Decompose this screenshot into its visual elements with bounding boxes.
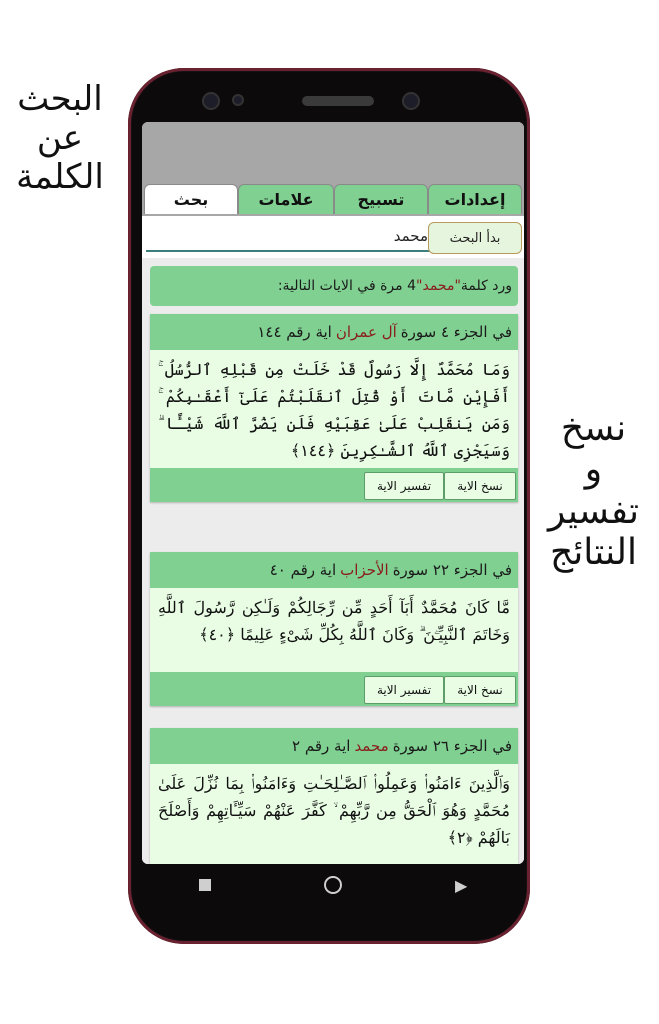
- result-header: [150, 552, 518, 588]
- copy-ayah-button[interactable]: نسخ الاية: [444, 676, 516, 704]
- result-card: [150, 552, 518, 706]
- verse-text: وَٱلَّذِينَ ءَامَنُوا۟ وَعَمِلُوا۟ ٱلصَّـٰلِحَـٰتِ وَءَامَنُوا۟ بِمَا نُزِّلَ عَلَىٰ مُحَمَّدٍ وَهُوَ ٱلْحَقُّ مِن رَّبِّهِمْ ۙ كَفَّرَ عَنْهُمْ سَيِّـَٔاتِهِمْ وَأَصْلَحَ بَالَهُمْ ﴿٢﴾: [150, 764, 518, 864]
- summary-word: "محمد": [416, 278, 461, 294]
- result-ayah-number: اية رقم ١٤٤: [257, 323, 332, 341]
- earpiece-speaker: [302, 96, 374, 106]
- result-actions: [150, 468, 518, 502]
- results-summary: [150, 266, 518, 306]
- result-sura: محمد: [354, 737, 389, 755]
- sensor-icon: [232, 94, 244, 106]
- tab-tasbih[interactable]: تسبيح: [334, 184, 428, 214]
- verse-text: وَمَا مُحَمَّدٌ إِلَّا رَسُولٌ قَدْ خَلَتْ مِن قَبْلِهِ ٱلرُّسُلُ ۚ أَفَإِيْن مَّاتَ أَوْ قُتِلَ ٱنقَلَبْتُمْ عَلَىٰٓ أَعْقَـٰبِكُمْ ۚ وَمَن يَنقَلِبْ عَلَىٰ عَقِبَيْهِ فَلَن يَضُرَّ ٱللَّهَ شَيْـًٔا ۗ وَسَيَجْزِى ٱللَّهُ ٱلشَّـٰكِرِينَ ﴿١٤٤﴾: [150, 350, 518, 468]
- result-card: [150, 728, 518, 864]
- back-icon[interactable]: ▶: [455, 875, 468, 895]
- summary-prefix: ورد كلمة: [460, 278, 512, 294]
- result-ayah-number: اية رقم ٤٠: [269, 561, 337, 579]
- start-search-button[interactable]: بدأ البحث: [428, 222, 522, 254]
- result-part: في الجزء ٢٦ سورة: [392, 737, 512, 755]
- results-list[interactable]: [142, 258, 524, 864]
- tab-search[interactable]: بحث: [144, 184, 238, 214]
- home-icon[interactable]: [324, 876, 342, 894]
- front-camera-icon: [202, 92, 220, 110]
- search-row: [142, 216, 524, 258]
- result-sura: الأحزاب: [340, 561, 389, 579]
- iris-camera-icon: [402, 92, 420, 110]
- status-bar: [142, 122, 524, 184]
- result-header: [150, 314, 518, 350]
- phone-body: [132, 72, 526, 940]
- app-screen: [142, 122, 524, 864]
- tafsir-ayah-button[interactable]: تفسير الاية: [364, 472, 444, 500]
- copy-ayah-button[interactable]: نسخ الاية: [444, 472, 516, 500]
- tab-bar: [142, 184, 524, 216]
- tab-bookmarks[interactable]: علامات: [238, 184, 334, 214]
- result-actions: [150, 672, 518, 706]
- result-sura: آل عمران: [335, 323, 397, 341]
- result-ayah-number: اية رقم ٢: [292, 737, 351, 755]
- summary-suffix: 4 مرة في الايات التالية:: [277, 278, 417, 294]
- result-part: في الجزء ٤ سورة: [400, 323, 512, 341]
- tafsir-ayah-button[interactable]: تفسير الاية: [364, 676, 444, 704]
- right-caption: نسخ و تفسير النتائج: [547, 408, 640, 574]
- verse-text: مَّا كَانَ مُحَمَّدٌ أَبَآ أَحَدٍ مِّن رِّجَالِكُمْ وَلَـٰكِن رَّسُولَ ٱللَّهِ وَخَاتَمَ ٱلنَّبِيِّـۧنَ ۗ وَكَانَ ٱللَّهُ بِكُلِّ شَىْءٍ عَلِيمًا ﴿٤٠﴾: [150, 588, 518, 672]
- system-nav-bar: [142, 856, 524, 914]
- recent-apps-icon[interactable]: [199, 879, 211, 891]
- search-input[interactable]: [146, 222, 430, 252]
- tab-settings[interactable]: إعدادات: [428, 184, 522, 214]
- result-part: في الجزء ٢٢ سورة: [392, 561, 512, 579]
- result-header: [150, 728, 518, 764]
- phone-frame: [128, 68, 530, 944]
- result-card: [150, 314, 518, 502]
- left-caption: البحث عن الكلمة: [16, 79, 104, 198]
